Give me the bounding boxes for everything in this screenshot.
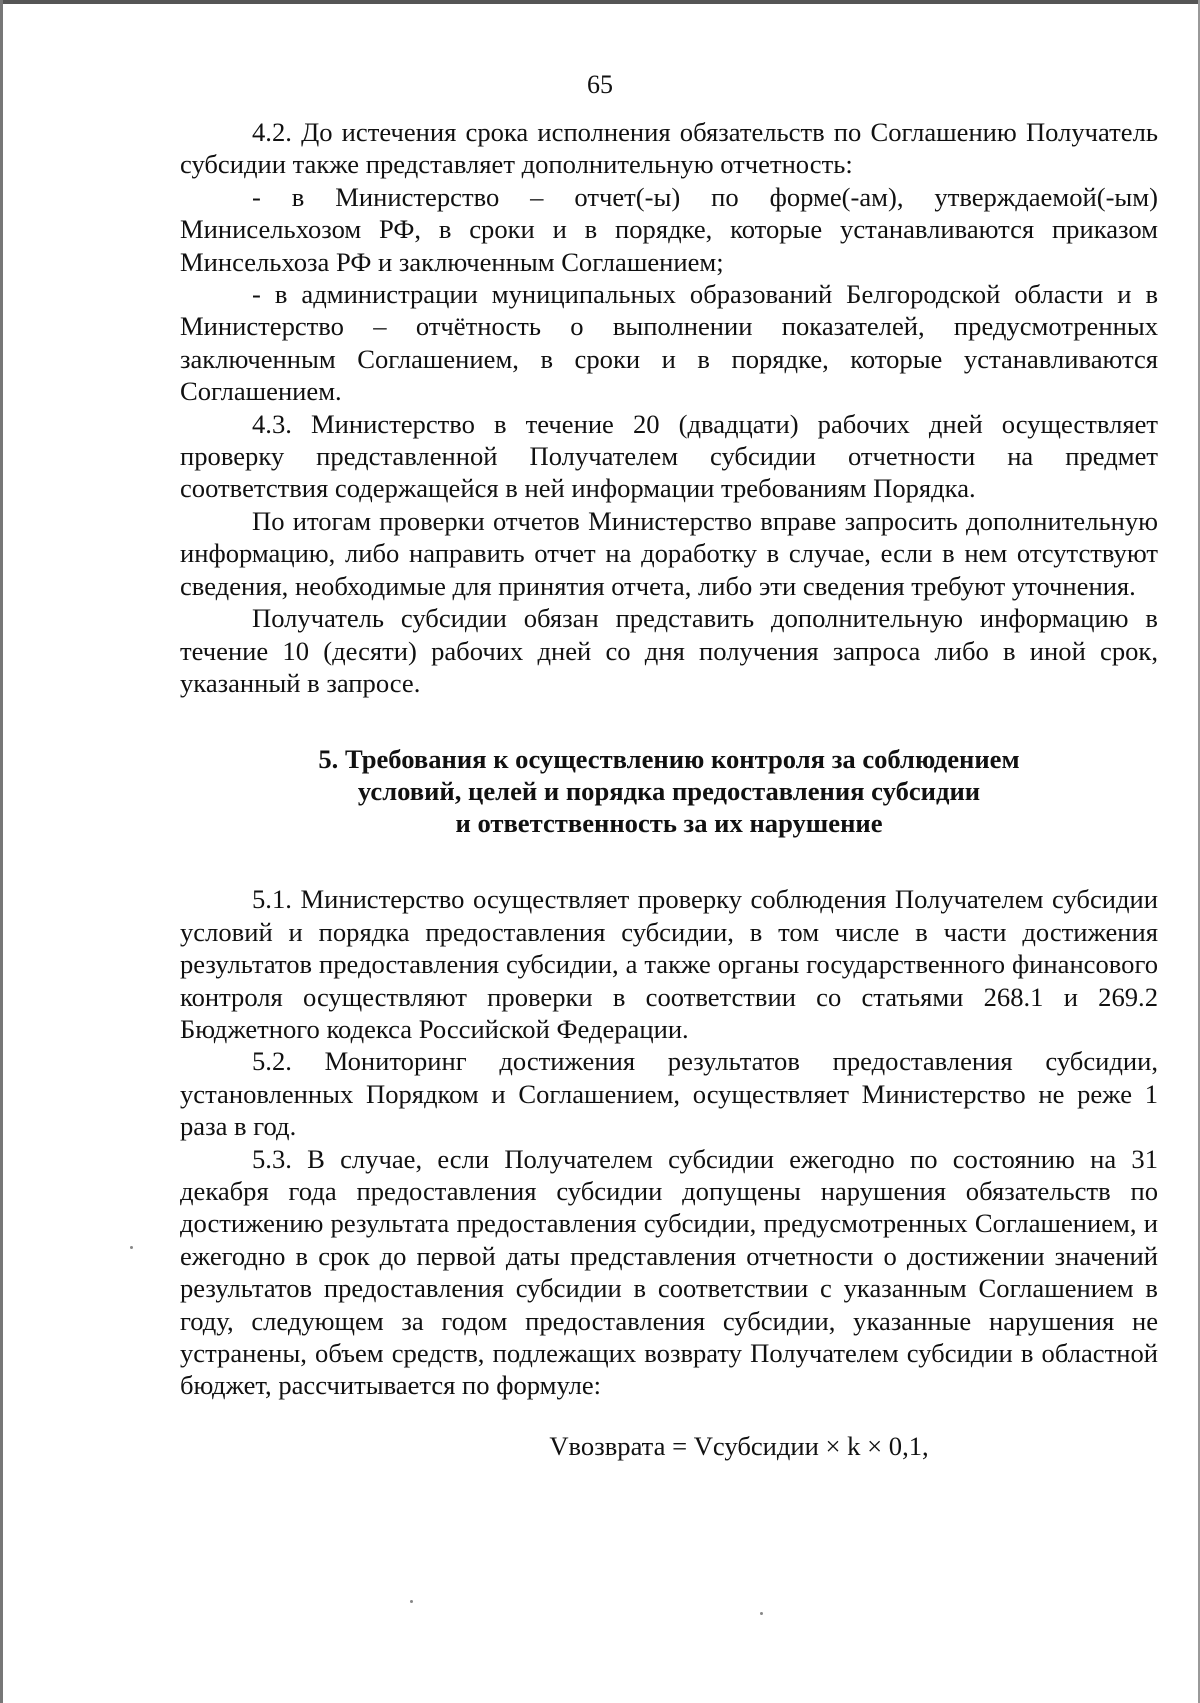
heading-line-2: условий, целей и порядка предоставления субсидии <box>357 776 981 807</box>
paragraph-5-3: 5.3. В случае, если Получателем субсидии ежегодно по состоянию на 31 декабря года предоставления субсидии допущены нарушения обязательств по достижению результата предоставления субсидии, предусмотренных Соглашением, и ежегодно в срок до первой даты представления отчетности о достижении значений результатов предоставления субсидии в соответствии с указанным Соглашением в году, следующем за годом предоставления субсидии, указанные нарушения не устранены, объем средств, подлежащих возврату Получателем субсидии в областной бюджет, рассчитывается по формуле: <box>180 1143 1158 1401</box>
scan-speck <box>760 1612 763 1615</box>
section-5-heading <box>180 743 1158 839</box>
scan-speck <box>410 1600 413 1603</box>
scan-edge-left <box>0 0 3 1703</box>
heading-line-3: и ответственность за их нарушение <box>455 808 883 839</box>
scan-edge-top <box>0 0 1200 4</box>
paragraph-4-2: 4.2. До истечения срока исполнения обязательств по Соглашению Получатель субсидии также представляет дополнительную отчетность: <box>180 117 1158 180</box>
document-body <box>180 116 1158 1462</box>
paragraph-additional-info: Получатель субсидии обязан представить дополнительную информацию в течение 10 (десяти) рабочих дней со дня получения запроса либо в иной срок, указанный в запросе. <box>180 603 1158 698</box>
paragraph-ministry-report: - в Министерство – отчет(-ы) по форме(-ам), утверждаемой(-ым) Минисельхозом РФ, в сроки и в порядке, которые устанавливаются приказом Минсельхоза РФ и заключенным Соглашением; <box>180 181 1158 277</box>
paragraph-5-1: 5.1. Министерство осуществляет проверку соблюдения Получателем субсидии условий и порядка предоставления субсидии, в том числе в части достижения результатов предоставления субсидии, а также органы государственного финансового контроля осуществляют проверки в соответствии со статьями 268.1 и 269.2 Бюджетного кодекса Российской Федерации. <box>180 884 1158 1044</box>
heading-line-1: 5. Требования к осуществлению контроля за соблюдением <box>318 744 1020 775</box>
page-number: 65 <box>587 70 613 99</box>
paragraph-5-2: 5.2. Мониторинг достижения результатов предоставления субсидии, установленных Порядком и Соглашением, осуществляет Министерство не реже 1 раза в год. <box>180 1046 1158 1142</box>
paragraph-municipal-report: - в администрации муниципальных образований Белгородской области и в Министерство – отчётность о выполнении показателей, предусмотренных заключенным Соглашением, в сроки и в порядке, которые устанавливаются Соглашением. <box>180 279 1158 407</box>
paragraph-check-results: По итогам проверки отчетов Министерство вправе запросить дополнительную информацию, либо направить отчет на доработку в случае, если в нем отсутствуют сведения, необходимые для принятия отчета, либо эти сведения требуют уточнения. <box>180 505 1158 601</box>
refund-formula: Vвозврата = Vсубсидии × k × 0,1, <box>549 1430 929 1461</box>
paragraph-4-3: 4.3. Министерство в течение 20 (двадцати) рабочих дней осуществляет проверку представленной Получателем субсидии отчетности на предмет соответствия содержащейся в ней информации требованиям Порядка. <box>180 408 1158 504</box>
scan-speck <box>130 1246 133 1249</box>
